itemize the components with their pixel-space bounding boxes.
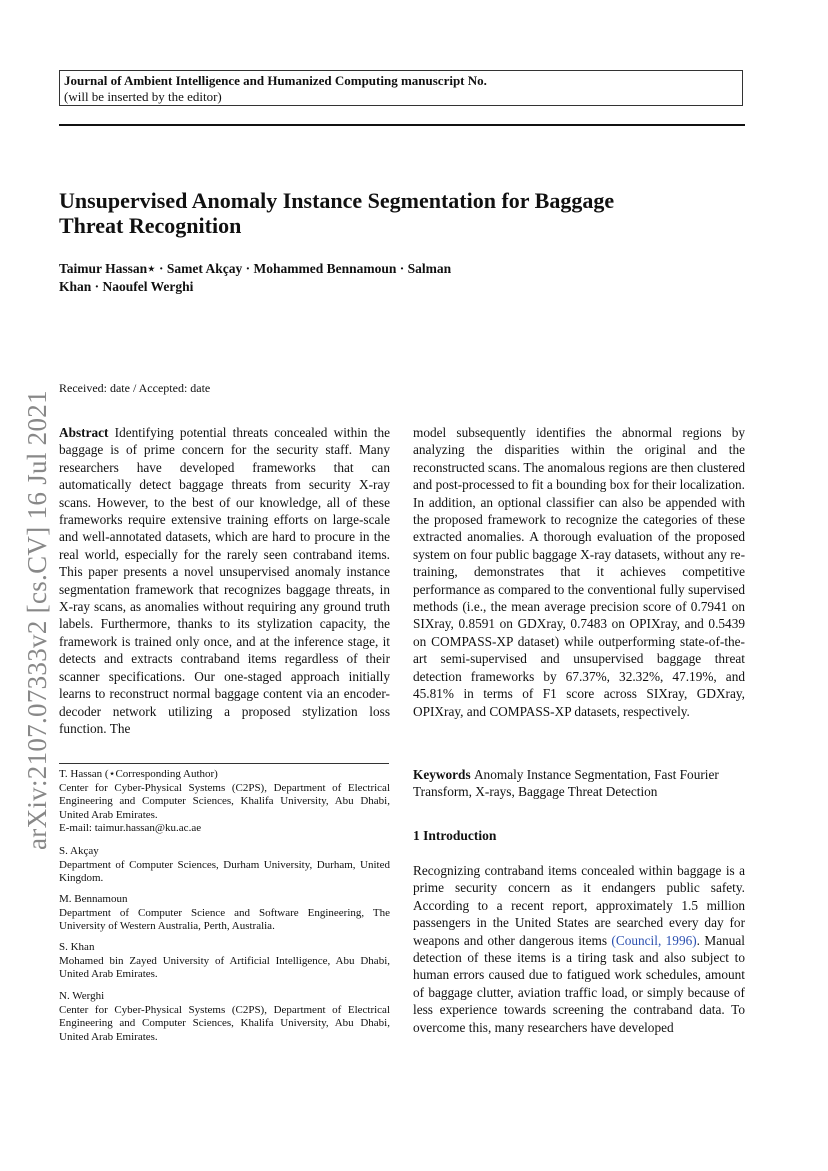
affiliation-name: M. Bennamoun bbox=[59, 893, 128, 905]
affiliation-name: N. Werghi bbox=[59, 990, 105, 1002]
paper-title-line-2: Threat Recognition bbox=[59, 213, 242, 238]
journal-subtitle: (will be inserted by the editor) bbox=[64, 89, 222, 104]
affiliation-name: T. Hassan (⋆Corresponding Author) bbox=[59, 768, 218, 780]
affiliation-text: Center for Cyber-Physical Systems (C2PS), Department of Electrical Engineering and Computer Sciences, Khalifa University, Abu Dhabi, United Arab Emirates. bbox=[59, 1003, 390, 1043]
intro-text-after: . Manual detection of these items is a tiring task and also subject to human errors caused due to fatigued work schedules, amount of baggage clutter, aviation traffic load, or simply because of less experience towards screening the contraband data. To overcome this, many researchers have developed bbox=[413, 932, 745, 1035]
introduction-paragraph bbox=[413, 862, 745, 1036]
abstract-right-column bbox=[413, 424, 745, 720]
affiliation-text: Center for Cyber-Physical Systems (C2PS), Department of Electrical Engineering and Computer Sciences, Khalifa University, Abu Dhabi, United Arab Emirates. bbox=[59, 781, 390, 821]
affiliation-khan bbox=[59, 941, 390, 982]
header-rule bbox=[59, 124, 745, 126]
abstract-label: Abstract bbox=[59, 425, 115, 440]
journal-header-box bbox=[59, 70, 743, 106]
paper-title bbox=[59, 188, 749, 238]
affiliation-name: S. Khan bbox=[59, 941, 95, 953]
affiliation-akcay bbox=[59, 845, 390, 886]
abstract-text-right: model subsequently identifies the abnormal regions by analyzing the disparities within the original and the reconstructed scans. The anomalous regions are then clustered and post-processed to fit a bounding box for their localization. In addition, an optional classifier can also be appended with the proposed framework to recognize the categories of these extracted anomalies. A thorough evaluation of the proposed system on four public baggage X-ray datasets, without any re-training, demonstrates that it achieves competitive performance as compared to the conventional fully supervised methods (i.e., the mean average precision score of 0.7941 on SIXray, 0.8591 on GDXray, 0.7483 on OPIXray, and 0.5439 on COMPASS-XP dataset) while outperforming state-of-the-art semi-supervised and unsupervised baggage threat detection frameworks by 67.37%, 32.32%, 47.19%, and 45.81% in terms of F1 score across SIXray, GDXray, OPIXray, and COMPASS-XP datasets, respectively. bbox=[413, 425, 745, 719]
received-date: Received: date / Accepted: date bbox=[59, 381, 211, 395]
keywords-text: Anomaly Instance Segmentation, Fast Fourier Transform, X-rays, Baggage Threat Detection bbox=[413, 767, 719, 800]
affiliation-werghi bbox=[59, 990, 390, 1044]
affiliation-hassan bbox=[59, 768, 390, 836]
abstract-text-left: Identifying potential threats concealed within the baggage is of prime concern for the security staff. Many researchers have developed frameworks that can automatically detect baggage threats from security X-ray scans. However, to the best of our knowledge, all of these frameworks require extensive training efforts on large-scale and well-annotated datasets, which are hard to procure in the real world, especially for the rarely seen contraband items. This paper presents a novel unsupervised anomaly instance segmentation framework that recognizes baggage threats, in X-ray scans, as anomalies without requiring any ground truth labels. Furthermore, thanks to its stylization capacity, the framework is trained only once, and at the inference stage, it detects and extracts contraband items regardless of their scanner specifications. Our one-staged approach initially learns to reconstruct normal baggage content via an encoder-decoder network utilizing a proposed stylization loss function. The bbox=[59, 425, 390, 736]
affiliation-bennamoun bbox=[59, 893, 390, 934]
affiliation-text: Department of Computer Sciences, Durham University, Durham, United Kingdom. bbox=[59, 858, 390, 885]
journal-title: Journal of Ambient Intelligence and Humanized Computing manuscript No. bbox=[64, 73, 487, 88]
abstract-left-column bbox=[59, 424, 390, 737]
intro-text-before: Recognizing contraband items concealed within baggage is a prime security concern as it endangers public safety. According to a recent report, approximately 1.5 million passengers in the United States are searched every day for weapons and other dangerous items bbox=[413, 863, 745, 948]
paper-title-line-1: Unsupervised Anomaly Instance Segmentation for Baggage bbox=[59, 188, 615, 213]
section-heading-introduction: 1 Introduction bbox=[413, 828, 497, 843]
keywords bbox=[413, 766, 745, 801]
author-list bbox=[59, 260, 559, 296]
arxiv-stamp: arXiv:2107.07333v2 [cs.CV] 16 Jul 2021 bbox=[22, 390, 52, 850]
affiliation-email: E-mail: taimur.hassan@ku.ac.ae bbox=[59, 822, 202, 835]
author-line-1: Taimur Hassan⋆ · Samet Akçay · Mohammed Bennamoun · Salman bbox=[59, 261, 452, 276]
author-line-2: Khan · Naoufel Werghi bbox=[59, 279, 194, 294]
affiliation-name: S. Akçay bbox=[59, 845, 99, 857]
keywords-label: Keywords bbox=[413, 767, 474, 782]
affiliation-text: Mohamed bin Zayed University of Artificial Intelligence, Abu Dhabi, United Arab Emirates. bbox=[59, 954, 390, 981]
affiliation-text: Department of Computer Science and Software Engineering, The University of Western Australia, Perth, Australia. bbox=[59, 906, 390, 933]
footnote-rule bbox=[59, 763, 389, 764]
citation-link[interactable]: (Council, 1996) bbox=[611, 932, 697, 948]
